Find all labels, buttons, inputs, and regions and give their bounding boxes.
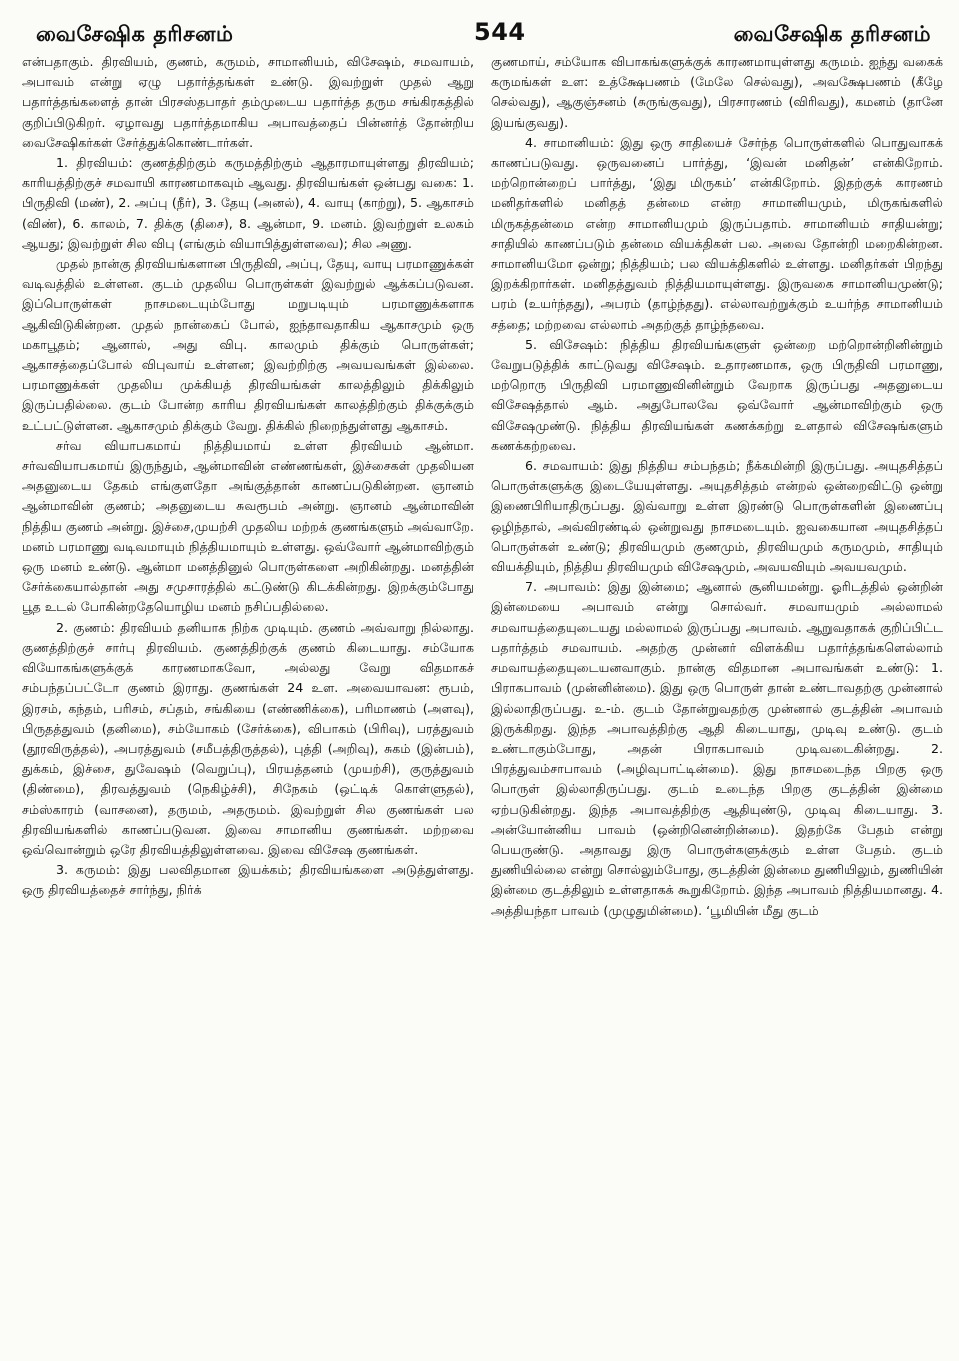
paragraph-four-substances: முதல் நான்கு திரவியங்களான பிருதிவி, அப்பு, தேயு, வாயு பரமாணுக்கள் வடிவத்தில் உள்ளன. குடம் முதலிய பொருள்கள் இவற்றுல் ஆக்கப்படுவன. இப்பொருள்கள் நாசமடையும்போது மறுபடியும் பரமாணுக்களாக ஆகிவிடுகின்றன. முதல் நான்கைப் போல், ஐந்தாவதாகிய ஆகாசமும் ஒரு மகாபூதம்; ஆனால், அது விபு. காலமும் திக்கும் பொருள்கள்; ஆகாசத்தைப்போல் விபுவாய் உள்ளன; இவற்றிற்கு அவயவங்கள் இல்லை. பரமாணுக்கள் முதலிய முக்கியத் திரவியங்கள் காலத்திலும் திக்கிலும் இருப்பதில்லை. குடம் போன்ற காரிய திரவியங்கள் காலத்திற்கும் திக்குக்கும் உட்பட்டுள்ளன. ஆகாசமும் திக்கும் வேறு. திக்கில் நிறைந்துள்ளது ஆகாசம். (22, 256, 474, 433)
left-column (22, 52, 474, 921)
paragraph-karma-continued: குணமாய், சம்யோக விபாகங்களுக்குக் காரணமாயுள்ளது கருமம். ஐந்து வகைக் கருமங்கள் உள: உத்க்ஷேபணம் (மேலே செல்வது), அவக்ஷேபணம் (கீழே செல்வது), ஆகுஞ்சனம் (சுருங்குவது), பிரசாரணம் (விரிவது), கமனம் (தானே இயங்குவது). (491, 54, 943, 130)
paragraph-abhava: 7. அபாவம்: இது இன்மை; ஆனால் சூனியமன்று. ஓரிடத்தில் ஒன்றின் இன்மையை அபாவம் என்று சொல்வர். சமவாயமும் அல்லாமல் சமவாயத்தையுடையது மல்லாமல் இருப்பது அபாவம். ஆறுவதாகக் குறிப்பிட்ட பதார்த்தம் சமவாயம். அதற்கு முன்னர் விளக்கிய பதார்த்தங்களெல்லாம் சமவாயத்தையுடையனவாகும். நான்கு விதமான அபாவங்கள் உண்டு: 1. பிராகபாவம் (முன்னின்மை). இது ஒரு பொருள் தான் உண்டாவதற்கு முன்னால் இல்லாதிருப்பது. உ-ம். குடம் தோன்றுவதற்கு முன்னால் குடத்தின் அபாவம் இருக்கிறது. இந்த அபாவத்திற்கு ஆதி கிடையாது, முடிவு உண்டு. குடம் உண்டாகும்போது, அதன் பிராகபாவம் முடிவடைகின்றது. 2. பிரத்துவம்சாபாவம் (அழிவுபாட்டின்மை). இது நாசமடைந்த பிறகு ஒரு பொருள் இல்லாதிருப்பது. குடம் உடைந்த பிறகு குடத்தின் இன்மை ஏற்படுகின்றது. இந்த அபாவத்திற்கு ஆதியுண்டு, முடிவு கிடையாது. 3. அன்யோன்னிய பாவம் (ஒன்றினென்றின்மை). இதற்கே பேதம் என்று பெயருண்டு. அதாவது இரு பொருள்களுக்கும் உள்ள பேதம். குடம் துணியில்லை என்று சொல்லும்போது, குடத்தின் இன்மை துணியிலும், துணியின் இன்மை குடத்திலும் உள்ளதாகக் கூறுகிறோம். இந்த அபாவம் நித்தியமானது. 4. அத்தியந்தா பாவம் (முழுதுமின்மை). ‘பூமியின் மீது குடம் (491, 579, 943, 918)
paragraph-guna: 2. குணம்: திரவியம் தனியாக நிற்க முடியும். குணம் அவ்வாறு நில்லாது. குணத்திற்குச் சார்பு திரவியம். குணத்திற்குக் குணம் கிடையாது. சம்யோக வியோகங்களுக்குக் காரணமாகவோ, அல்லது வேறு விதமாகச் சம்பந்தப்பட்டோ குணம் இராது. குணங்கள் 24 உள. அவையாவன: ரூபம், இரசம், கந்தம், பரிசம், சப்தம், சங்கியை (எண்ணிக்கை), பரிமாணம் (அளவு), பிருதத்துவம் (தனிமை), சம்யோகம் (சேர்க்கை), விபாகம் (பிரிவு), பரத்துவம் (தூரவிருத்தல்), அபரத்துவம் (சமீபத்திருத்தல்), புத்தி (அறிவு), சுகம் (இன்பம்), துக்கம், இச்சை, துவேஷம் (வெறுப்பு), பிரயத்தனம் (முயற்சி), குருத்துவம் (திண்மை), திரவத்துவம் (நெகிழ்ச்சி), சிநேகம் (ஒட்டிக் கொள்ளுதல்), சம்ஸ்காரம் (வாசனை), தருமம், அதருமம். இவற்றுள் சில குணங்கள் பல திரவியங்களில் காணப்படுவன. இவை சாமானிய குணங்கள். மற்றவை ஒவ்வொன்றும் ஒரே திரவியத்திலுள்ளவை. இவை விசேஷ குணங்கள். (22, 619, 474, 857)
paragraph-dravya: 1. திரவியம்: குணத்திற்கும் கருமத்திற்கும் ஆதாரமாயுள்ளது திரவியம்; காரியத்திற்குச் சமவாயி காரணமாகவும் ஆவது. திரவியங்கள் ஒன்பது வகை: 1. பிருதிவி (மண்), 2. அப்பு (நீர்), 3. தேயு (அனல்), 4. வாயு (காற்று), 5. ஆகாசம் (விண்), 6. காலம், 7. திக்கு (திசை), 8. ஆன்மா, 9. மனம். இவற்றுள் உலகம் ஆயது; இவற்றுள் சில விபு (எங்கும் வியாபித்துள்ளவை); சில அணு. (22, 155, 474, 251)
right-column (491, 52, 943, 921)
paragraph-karma: 3. கருமம்: இது பலவிதமான இயக்கம்; திரவியங்களை அடுத்துள்ளது. ஒரு திரவியத்தைச் சார்ந்து, நிர்க் (22, 862, 474, 898)
paragraph-vishesha: 5. விசேஷம்: நித்திய திரவியங்களுள் ஒன்றை மற்றொன்றினின்றும் வேறுபடுத்திக் காட்டுவது விசேஷம். உதாரணமாக, ஒரு பிருதிவி பரமாணு, மற்றொரு பிருதிவி பரமாணுவினின்றும் வேறாக இருப்பது அதனுடைய விசேஷத்தால் ஆம். அதுபோலவே ஒவ்வோர் ஆன்மாவிற்கும் ஒரு விசேஷமுண்டு. நித்திய திரவியங்கள் கணக்கற்று உளதால் விசேஷங்களும் கணக்கற்றவை. (491, 336, 943, 453)
paragraph-samavaya: 6. சமவாயம்: இது நித்திய சம்பந்தம்; நீக்கமின்றி இருப்பது. அயுதசித்தப் பொருள்களுக்கு இடையேயுள்ளது. அயுதசித்தம் என்றல் ஒன்றைவிட்டு ஒன்று இணைபிரியாதிருப்பது. இவ்வாறு உள்ள இரண்டு பொருள்களின் இணைப்பு ஒழிந்தால், அவ்விரண்டில் ஒன்றுவது நாசமடையும். ஐவகையான அயுதசித்தப் பொருள்கள் உண்டு; திரவியமும் குணமும், திரவியமும் கருமமும், சாதியும் வியக்தியும், நித்திய திரவியமும் விசேஷமும், அவயவியும் அவயவமும். (491, 458, 943, 575)
text-columns (22, 52, 943, 921)
page-number: 544 (474, 18, 526, 46)
paragraph-intro-continued: என்பதாகும். திரவியம், குணம், கருமம், சாமானியம், விசேஷம், சமவாயம், அபாவம் என்று ஏழு பதார்த்தங்கள் உண்டு. இவற்றுள் முதல் ஆறு பதார்த்தங்களைத் தான் பிரசஸ்தபாதர் தம்முடைய பதார்த்த தரும சங்கிரகத்தில் குறிப்பிடுகிறர். ஏழாவது பதார்த்தமாகிய அபாவத்தைப் பின்னர்த் தோன்றிய வைசேஷிகர்கள் சேர்த்துக்கொண்டார்கள். (22, 54, 474, 150)
paragraph-samanya: 4. சாமானியம்: இது ஒரு சாதியைச் சேர்ந்த பொருள்களில் பொதுவாகக் காணப்படுவது. ஒருவனைப் பார்த்து, ‘இவன் மனிதன்’ என்கிறோம். மற்றொன்றைப் பார்த்து, ‘இது மிருகம்’ என்கிறோம். இதற்குக் காரணம் மனிதர்களில் மனிதத் தன்மை என்ற சாமானியமும், மிருகங்களில் மிருகத்தன்மை என்ற சாமானியமும் இருப்பதாம். சாமானியம் சாதியன்று; சாதியில் காணப்படும் தன்மை வியக்திகள் பல. அவை தோன்றி மறைகின்றன. சாமானியமோ ஒன்று; நித்தியம்; பல வியக்திகளில் உள்ளது. மனிதர்கள் பிறந்து இறக்கிறார்கள். மனிதத்துவம் நித்தியமாயுள்ளது. இருவகை சாமானியமுண்டு; பரம் (உயர்ந்தது), அபரம் (தாழ்ந்தது). எல்லாவற்றுக்கும் உயர்ந்த சாமானியம் சத்தை; மற்றவை எல்லாம் அதற்குத் தாழ்ந்தவை. (491, 134, 943, 332)
paragraph-atman: சர்வ வியாபகமாய் நித்தியமாய் உள்ள திரவியம் ஆன்மா. சர்வவியாபகமாய் இருந்தும், ஆன்மாவின் எண்ணங்கள், இச்சைகள் முதலியன அதனுடைய தேகம் எங்குளதோ அங்குத்தான் காணப்படுகின்றன. ஞானம் ஆன்மாவின் குணம்; அதனுடைய சுவரூபம் அன்று. ஞானம் ஆன்மாவின் நித்திய குணம் அன்று. இச்சை,முயற்சி முதலிய மற்றக் குணங்களும் அவ்வாறே. மனம் பரமாணு வடிவமாயும் நித்தியமாயும் உள்ளது. ஒவ்வோர் ஆன்மாவிற்கும் ஒரு மனம் உண்டு. ஆன்மா மனத்தினுல் பொருள்களை அறிகின்றது. மனத்தின் சேர்க்கையால்தான் அது சமுசாரத்தில் கட்டுண்டு கிடக்கின்றது. இறக்கும்போது பூத உடல் போகின்றதேயொழிய மனம் நசிப்பதில்லை. (22, 437, 474, 615)
running-title-right: வைசேஷிக தரிசனம் (733, 22, 931, 46)
page-header (22, 12, 943, 52)
running-title-left: வைசேஷிக தரிசனம் (36, 22, 234, 46)
